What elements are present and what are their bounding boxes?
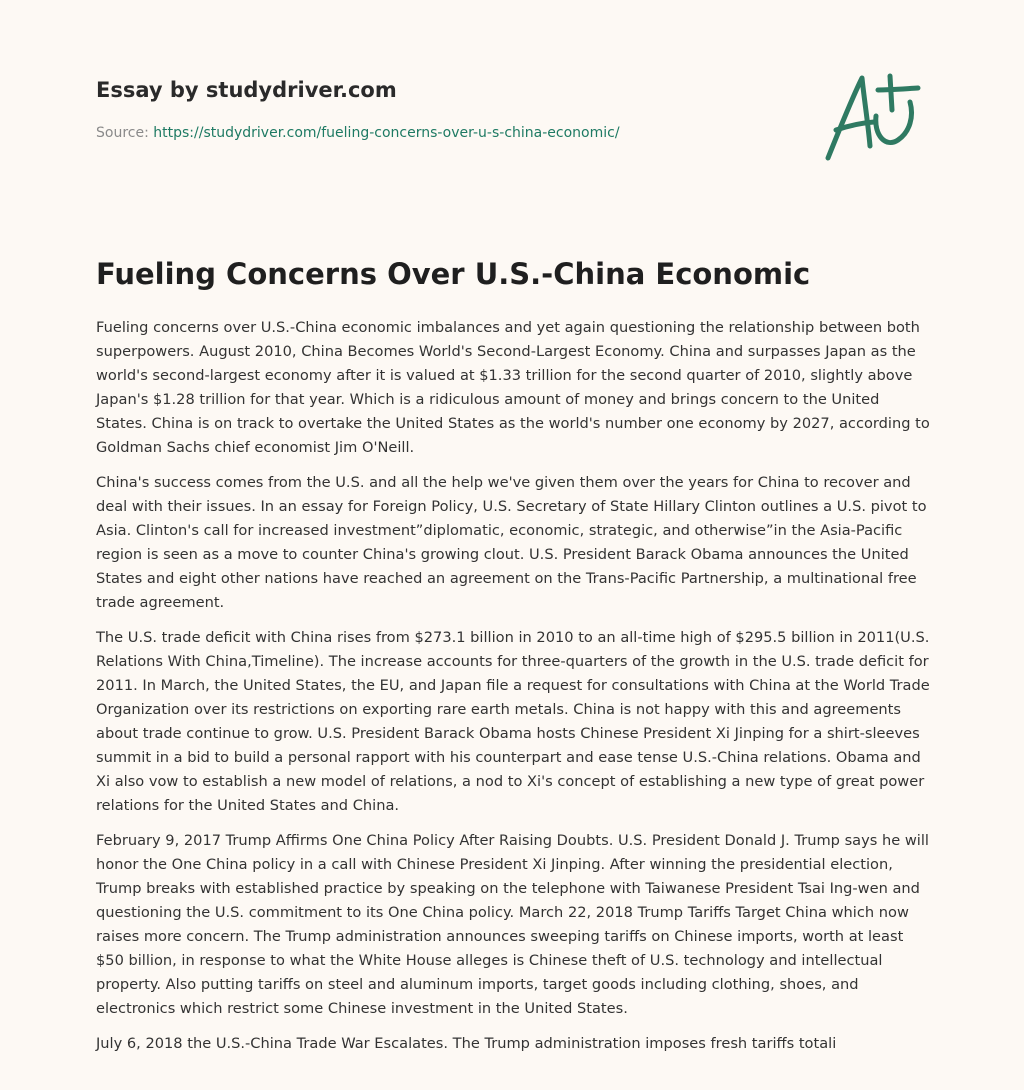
essay-paragraph: February 9, 2017 Trump Affirms One China Policy After Raising Doubts. U.S. President Donald J. Trump says he will honor the One China policy in a call with Chinese President Xi Jinping. After winning the presidential election, Trump breaks with established practice by speaking on the telephone with Taiwanese President Tsai Ing-wen and questioning the U.S. commitment to its One China policy. March 22, 2018 Trump Tariffs Target China which now raises more concern. The Trump administration announces sweeping tariffs on Chinese imports, worth at least $50 billion, in response to what the White House alleges is Chinese theft of U.S. technology and intellectual property. Also putting tariffs on steel and aluminum imports, target goods including clothing, shoes, and electronics which restrict some Chinese investment in the United States. — [96, 832, 929, 1017]
source-label: Source: — [96, 125, 149, 141]
source-link[interactable]: https://studydriver.com/fueling-concerns-over-u-s-china-economic/ — [153, 125, 620, 141]
a-plus-logo-icon — [818, 68, 930, 168]
page-header — [96, 76, 796, 142]
essay-paragraph: Fueling concerns over U.S.-China economic imbalances and yet again questioning the relationship between both superpowers. August 2010, China Becomes World's Second-Largest Economy. China and surpasses Japan as the world's second-largest economy after it is valued at $1.33 trillion for the second quarter of 2010, slightly above Japan's $1.28 trillion for that year. Which is a ridiculous amount of money and brings concern to the United States. China is on track to overtake the United States as the world's number one economy by 2027, according to Goldman Sachs chief economist Jim O'Neill. — [96, 319, 930, 456]
essay-paragraph: The U.S. trade deficit with China rises from $273.1 billion in 2010 to an all-time high of $295.5 billion in 2011(U.S. Relations With China,Timeline). The increase accounts for three-quarters of the growth in the U.S. trade deficit for 2011. In March, the United States, the EU, and Japan file a request for consultations with China at the World Trade Organization over its restrictions on exporting rare earth metals. China is not happy with this and agreements about trade continue to grow. U.S. President Barack Obama hosts Chinese President Xi Jinping for a shirt-sleeves summit in a bid to build a personal rapport with his counterpart and ease tense U.S.-China relations. Obama and Xi also vow to establish a new model of relations, a nod to Xi's concept of establishing a new type of great power relations for the United States and China. — [96, 629, 930, 814]
essay-paragraph: July 6, 2018 the U.S.-China Trade War Escalates. The Trump administration imposes fresh tariffs totali — [96, 1035, 837, 1052]
essay-paragraph: China's success comes from the U.S. and all the help we've given them over the years for China to recover and deal with their issues. In an essay for Foreign Policy, U.S. Secretary of State Hillary Clinton outlines a U.S. pivot to Asia. Clinton's call for increased investment”diplomatic, economic, strategic, and otherwise”in the Asia-Pacific region is seen as a move to counter China's growing clout. U.S. President Barack Obama announces the United States and eight other nations have reached an agreement on the Trans-Pacific Partnership, a multinational free trade agreement. — [96, 474, 927, 611]
source-line — [96, 124, 796, 142]
essay-body — [96, 316, 934, 1067]
brand-title: Essay by studydriver.com — [96, 78, 397, 102]
essay-title: Fueling Concerns Over U.S.-China Economic — [96, 257, 811, 291]
